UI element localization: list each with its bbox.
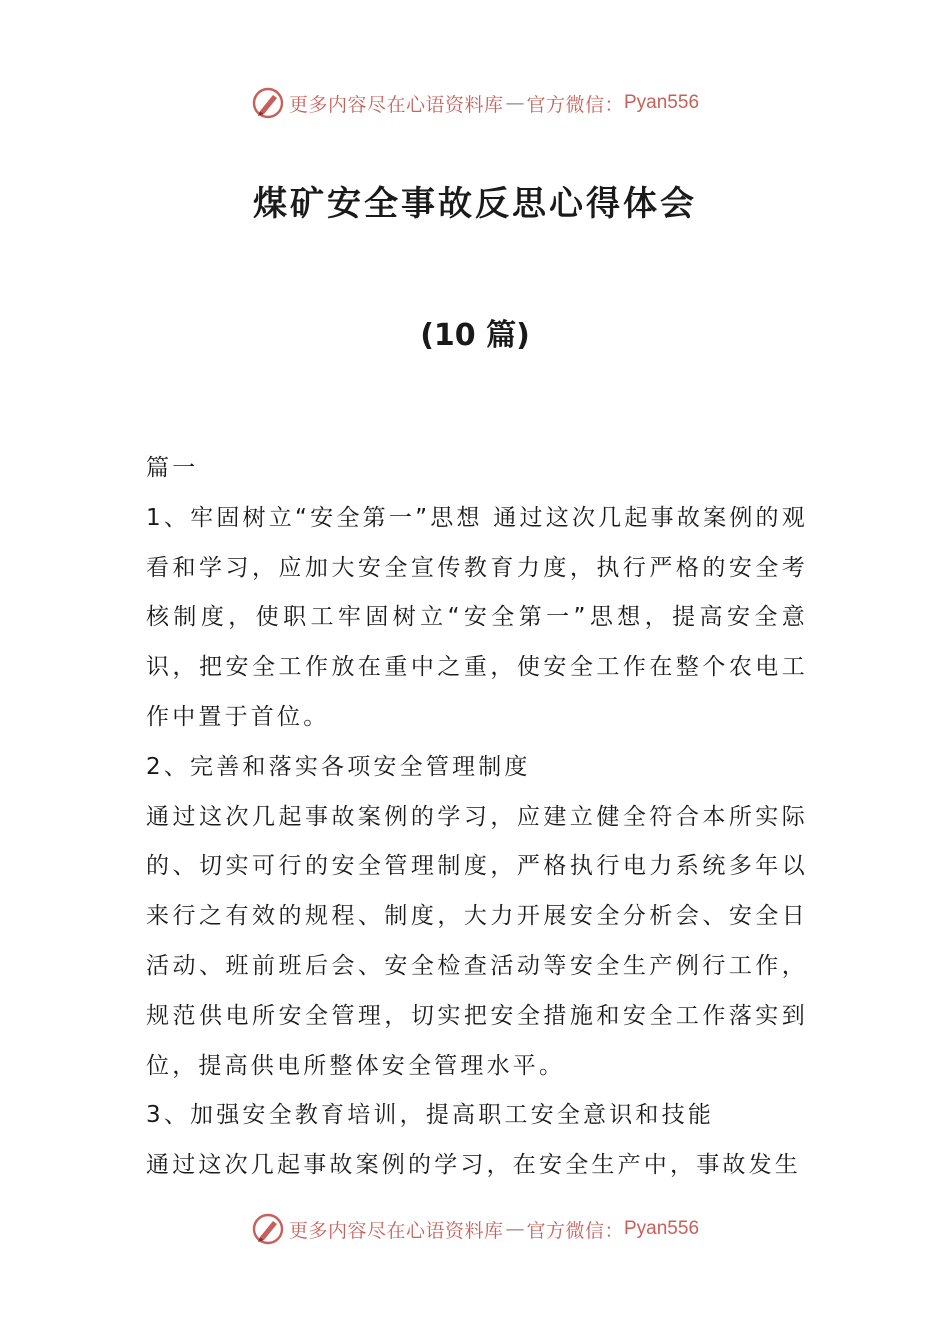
pen-logo-icon: [251, 86, 285, 120]
paragraph: 1、牢固树立“安全第一”思想 通过这次几起事故案例的观看和学习，应加大安全宣传教育力度，执行严格的安全考核制度，使职工牢固树立“安全第一”思想，提高安全意识，把安全工作放在重中之重，使安全工作在整个农电工作中置于首位。: [146, 504, 808, 730]
pen-logo-icon: [251, 1212, 285, 1246]
paragraph: 通过这次几起事故案例的学习，应建立健全符合本所实际的、切实可行的安全管理制度，严格执行电力系统多年以来行之有效的规程、制度，大力开展安全分析会、安全日活动、班前班后会、安全检查活动等安全生产例行工作，规范供电所安全管理，切实把安全措施和安全工作落实到位，提高供电所整体安全管理水平。: [146, 803, 808, 1079]
watermark-text: 更多内容尽在心语资料库: [288, 1219, 504, 1242]
paragraph: 2、完善和落实各项安全管理制度: [146, 753, 531, 780]
watermark-wechat-label: 官方微信：: [526, 93, 624, 116]
watermark-header: [0, 86, 950, 120]
watermark-separator: —: [505, 92, 525, 114]
watermark-wechat-id: Pyan556: [624, 92, 700, 113]
section-heading: 篇一: [146, 455, 199, 481]
watermark-wechat-label: 官方微信：: [526, 1219, 624, 1242]
watermark-separator: —: [505, 1218, 525, 1240]
paragraph: 通过这次几起事故案例的学习，在安全生产中，事故发生: [146, 1152, 801, 1179]
watermark-wechat-id: Pyan556: [624, 1218, 700, 1239]
watermark-footer: [0, 1212, 950, 1246]
paragraph: 3、加强安全教育培训，提高职工安全意识和技能: [146, 1102, 715, 1129]
document-subtitle: (10 篇): [420, 318, 530, 353]
watermark-text: 更多内容尽在心语资料库: [288, 93, 504, 116]
document-body: [146, 444, 808, 1191]
document-title: 煤矿安全事故反思心得体会: [253, 184, 697, 224]
